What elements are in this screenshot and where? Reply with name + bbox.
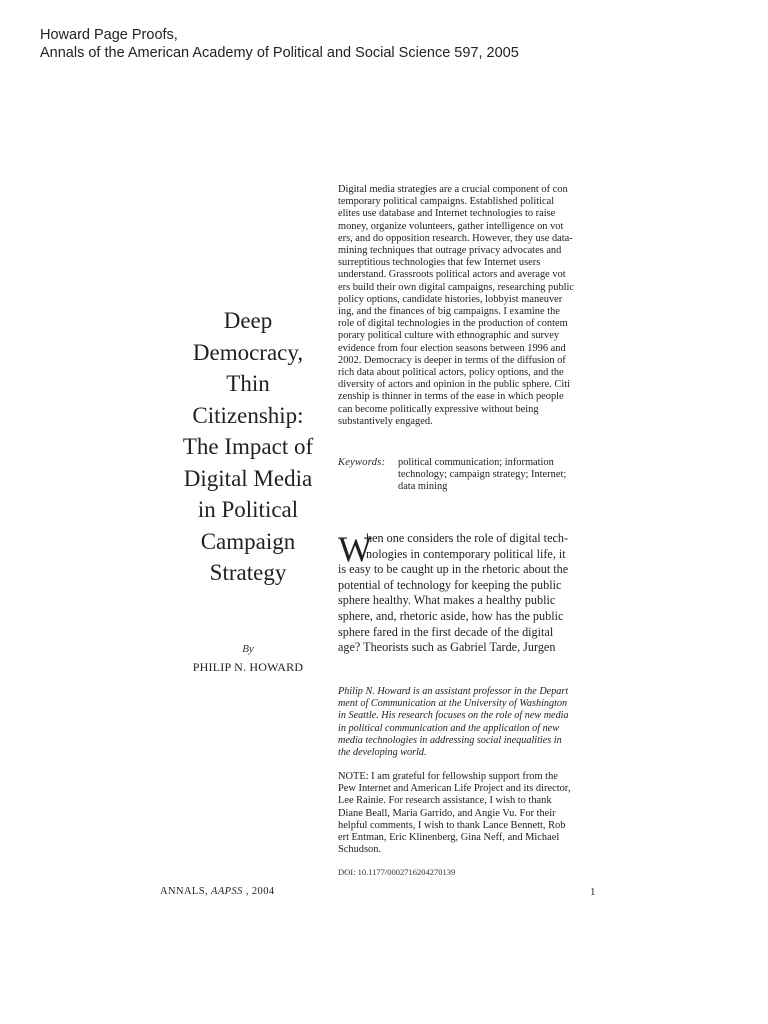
abstract-line: mining techniques that outrage privacy advocates and <box>338 245 562 257</box>
abstract-line: role of digital technologies in the production of contem <box>338 318 568 330</box>
footer-year: 2004 <box>251 886 275 897</box>
keywords-values <box>398 457 618 494</box>
abstract-line: can become politically expressive without being <box>338 403 539 415</box>
abstract-line: surreptitious technologies that few Internet users <box>338 257 541 269</box>
proof-header <box>40 26 519 62</box>
abstract-line: money, organize volunteers, gather intelligence on vot <box>338 220 564 232</box>
abstract-line: diversity of actors and opinion in the public sphere. Citi <box>338 379 571 391</box>
abstract-line: ers, and do opposition research. However, they use data- <box>338 232 573 244</box>
intro-line: is easy to be caught up in the rhetoric about the <box>338 562 569 577</box>
title-line: Democracy, <box>192 339 304 365</box>
abstract-line: 2002. Democracy is deeper in terms of the diffusion of <box>338 354 566 366</box>
title-line: The Impact of <box>182 434 314 459</box>
intro-line: potential of technology for keeping the public <box>338 577 562 592</box>
abstract-line: policy options, candidate histories, lobbyist maneuver <box>338 293 563 305</box>
proof-header-line1: Howard Page Proofs, <box>40 27 178 43</box>
article-title <box>160 305 336 589</box>
author-name: PHILIP N. HOWARD <box>192 660 304 674</box>
note-line: helpful comments, I wish to thank Lance Bennett, Rob <box>338 819 566 831</box>
abstract-line: porary political culture with ethnographic and survey <box>338 330 560 342</box>
footer-journal <box>160 886 275 897</box>
acknowledgment-note <box>338 771 618 856</box>
bio-line: in Seattle. His research focuses on the role of new media <box>338 710 569 722</box>
bio-line: ment of Communication at the University of Washington <box>338 698 568 710</box>
note-line: Pew Internet and American Life Project and its director, <box>338 783 571 795</box>
abstract-line: zenship is thinner in terms of the ease in which people <box>338 391 564 403</box>
footer-year-separator: , <box>245 886 249 897</box>
footer-journal-abbr: AAPSS <box>211 886 243 897</box>
abstract-line: elites use database and Internet technologies to raise <box>338 208 556 220</box>
note-line: Lee Rainie. For research assistance, I wish to thank <box>338 795 552 807</box>
title-line: in Political <box>197 497 299 522</box>
title-line: Strategy <box>209 560 287 585</box>
keywords-line: technology; campaign strategy; Internet; <box>398 469 567 481</box>
bio-line: media technologies in addressing social inequalities in <box>338 734 562 746</box>
doi: DOI: 10.1177/0002716204270139 <box>338 867 456 877</box>
title-line: Campaign <box>200 528 296 554</box>
footer-journal-name: ANNALS, <box>160 886 209 897</box>
keywords-line: political communication; information <box>398 457 554 468</box>
bio-line: the developing world. <box>338 747 427 759</box>
intro-line: sphere fared in the first decade of the digital <box>338 624 554 639</box>
intro-line: hen one considers the role of digital tech- <box>366 531 569 545</box>
page-number: 1 <box>590 886 596 898</box>
drop-cap: W <box>338 529 372 569</box>
intro-line: sphere, and, rhetoric aside, how has the public <box>338 608 564 623</box>
author-bio <box>338 686 618 759</box>
abstract-line: rich data about political actors, policy options, and the <box>338 367 564 379</box>
title-line: Citizenship: <box>192 402 304 428</box>
intro-line: sphere healthy. What makes a healthy public <box>338 593 556 608</box>
keywords-line: data mining <box>398 481 448 493</box>
note-line: ert Entman, Eric Klinenberg, Gina Neff, and Michael <box>338 832 560 844</box>
note-line: Schudson. <box>338 844 382 856</box>
intro-paragraph <box>338 531 618 656</box>
abstract-line: ing, and the finances of big campaigns. I examine the <box>338 306 560 318</box>
keywords-label: Keywords: <box>338 457 386 468</box>
abstract <box>338 184 616 428</box>
proof-header-line2: Annals of the American Academy of Political and Social Science 597, 2005 <box>40 45 519 61</box>
intro-line: age? Theorists such as Gabriel Tarde, Jurgen <box>338 640 556 655</box>
abstract-line: evidence from four election seasons between 1996 and <box>338 342 566 354</box>
title-line: Digital Media <box>183 465 313 491</box>
abstract-line: understand. Grassroots political actors and average vot <box>338 269 566 281</box>
abstract-line: substantively engaged. <box>338 415 433 427</box>
byline-by: By <box>242 643 254 655</box>
abstract-line: temporary political campaigns. Established political <box>338 196 555 208</box>
abstract-line: ers build their own digital campaigns, researching public <box>338 281 575 293</box>
abstract-line: Digital media strategies are a crucial component of con <box>338 184 568 195</box>
note-line: NOTE: I am grateful for fellowship support from the <box>338 771 558 782</box>
note-line: Diane Beall, Maria Garrido, and Angie Vu. For their <box>338 807 556 819</box>
bio-line: Philip N. Howard is an assistant professor in the Depart <box>338 686 569 697</box>
title-line: Thin <box>226 371 270 396</box>
bio-line: in political communication and the application of new <box>338 722 559 734</box>
title-line: Deep <box>223 308 273 333</box>
intro-line: nologies in contemporary political life, it <box>366 546 566 561</box>
